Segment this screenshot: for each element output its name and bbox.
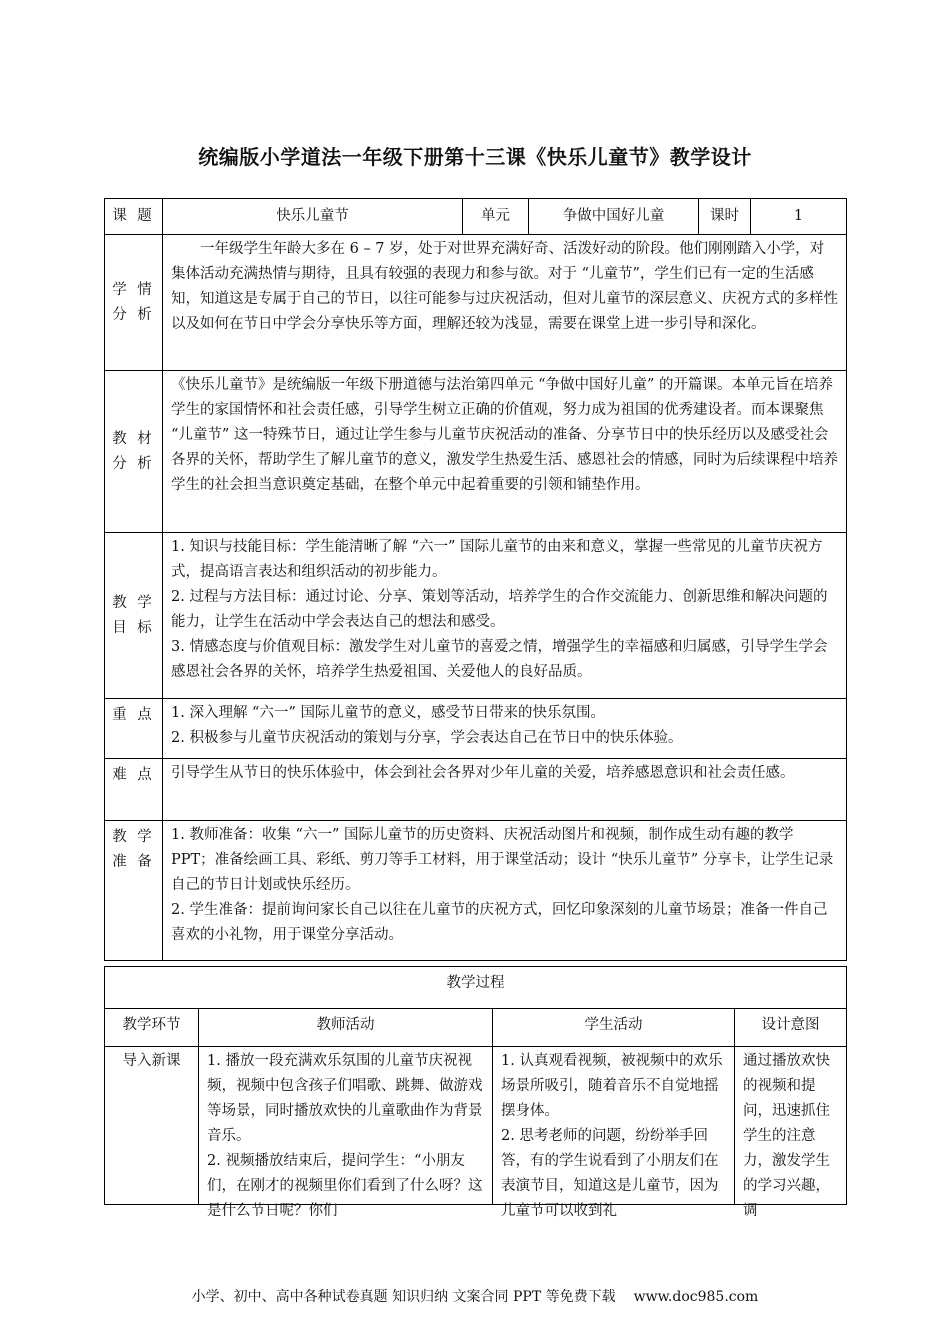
key-points-row [105, 699, 847, 759]
column-header-stage: 教学环节 [105, 1009, 199, 1047]
preparation-label: 教 学 准 备 [105, 821, 163, 961]
design-intent-cell [735, 1047, 847, 1219]
student-analysis-row [105, 235, 847, 371]
footer-text: 小学、初中、高中各种试卷真题 知识归纳 文案合同 PPT 等免费下载 [191, 1289, 616, 1305]
teacher-activity-cell [199, 1047, 493, 1219]
key-points-content [163, 699, 847, 759]
material-analysis-row [105, 371, 847, 533]
preparation-content [163, 821, 847, 961]
table-row [105, 1047, 847, 1205]
unit-label: 单元 [463, 199, 529, 235]
goals-label: 教 学 目 标 [105, 533, 163, 699]
key-point-item: 1. 深入理解 “六一” 国际儿童节的意义，感受节日带来的快乐氛围。 [171, 705, 605, 721]
goals-content [163, 533, 847, 699]
goal-item: 2. 过程与方法目标：通过讨论、分享、策划等活动，培养学生的合作交流能力、创新思维和解决问题的能力，让学生在活动中学会表达自己的想法和感受。 [171, 589, 828, 630]
preparation-item: 2. 学生准备：提前询问家长自己以往在儿童节的庆祝方式，回忆印象深刻的儿童节场景；准备一件自己喜欢的小礼物，用于课堂分享活动。 [171, 902, 828, 943]
period-label: 课时 [699, 199, 751, 235]
goals-row [105, 533, 847, 699]
teaching-process-table [104, 966, 847, 1219]
student-activity-cell [493, 1047, 735, 1219]
difficulties-label: 难 点 [105, 759, 163, 821]
material-analysis-label: 教 材 分 析 [105, 371, 163, 533]
unit-value: 争做中国好儿童 [529, 199, 699, 235]
difficulties-text: 引导学生从节日的快乐体验中，体会到社会各界对少年儿童的关爱，培养感恩意识和社会责任感。 [163, 759, 847, 821]
teacher-activity-item: 2. 视频播放结束后，提问学生：“小朋友们，在刚才的视频里你们看到了什么呀？这是什么节日呢？你们 [207, 1153, 483, 1219]
student-activity-item: 1. 认真观看视频，被视频中的欢乐场景所吸引，随着音乐不自觉地摇摆身体。 [501, 1053, 723, 1119]
student-activity-item: 2. 思考老师的问题，纷纷举手回答，有的学生说看到了小朋友们在表演节目，知道这是儿童节，因为儿童节可以收到礼 [501, 1128, 719, 1219]
difficulties-row [105, 759, 847, 821]
student-analysis-label: 学 情 分 析 [105, 235, 163, 371]
lesson-label: 课 题 [105, 199, 163, 235]
footer-link[interactable]: www.doc985.com [633, 1289, 759, 1305]
process-heading-row [105, 967, 847, 1009]
key-point-item: 2. 积极参与儿童节庆祝活动的策划与分享，学会表达自己在节日中的快乐体验。 [171, 730, 683, 746]
process-heading: 教学过程 [105, 967, 847, 1009]
goal-item: 1. 知识与技能目标：学生能清晰了解 “六一” 国际儿童节的由来和意义，掌握一些常见的儿童节庆祝方式，提高语言表达和组织活动的初步能力。 [171, 539, 823, 580]
key-points-label: 重 点 [105, 699, 163, 759]
header-row [105, 199, 847, 235]
preparation-item: 1. 教师准备：收集 “六一” 国际儿童节的历史资料、庆祝活动图片和视频，制作成生动有趣的教学 PPT；准备绘画工具、彩纸、剪刀等手工材料，用于课堂活动；设计 “快乐儿童节” 分享卡，让学生记录自己的节日计划或快乐经历。 [171, 827, 834, 893]
design-intent-text: 通过播放欢快的视频和提问，迅速抓住学生的注意力，激发学生的学习兴趣，调 [743, 1053, 830, 1219]
goal-item: 3. 情感态度与价值观目标：激发学生对儿童节的喜爱之情，增强学生的幸福感和归属感，引导学生学会感恩社会各界的关怀，培养学生热爱祖国、关爱他人的良好品质。 [171, 639, 828, 680]
page-footer [0, 1286, 950, 1306]
teacher-activity-item: 1. 播放一段充满欢乐氛围的儿童节庆祝视频，视频中包含孩子们唱歌、跳舞、做游戏等场景，同时播放欢快的儿童歌曲作为背景音乐。 [207, 1053, 483, 1144]
student-analysis-text: 一年级学生年龄大多在 6 – 7 岁，处于对世界充满好奇、活泼好动的阶段。他们刚刚踏入小学，对集体活动充满热情与期待，且具有较强的表现力和参与欲。对于 “儿童节”，学生们已有一定的生活感知，知道这是专属于自己的节日，以往可能参与过庆祝活动，但对儿童节的深层意义、庆祝方式的多样性以及如何在节日中学会分享快乐等方面，理解还较为浅显，需要在课堂上进一步引导和深化。 [163, 235, 847, 371]
process-column-header-row [105, 1009, 847, 1047]
document-title: 统编版小学道法一年级下册第十三课《快乐儿童节》教学设计 [198, 145, 752, 169]
column-header-teacher: 教师活动 [199, 1009, 493, 1047]
lesson-value: 快乐儿童节 [163, 199, 463, 235]
column-header-intent: 设计意图 [735, 1009, 847, 1047]
lesson-info-table [104, 198, 847, 961]
column-header-student: 学生活动 [493, 1009, 735, 1047]
period-value: 1 [751, 199, 847, 235]
preparation-row [105, 821, 847, 961]
stage-cell: 导入新课 [105, 1047, 199, 1205]
material-analysis-text: 《快乐儿童节》是统编版一年级下册道德与法治第四单元 “争做中国好儿童” 的开篇课。本单元旨在培养学生的家国情怀和社会责任感，引导学生树立正确的价值观，努力成为祖国的优秀建设者。而本课聚焦 “儿童节” 这一特殊节日，通过让学生参与儿童节庆祝活动的准备、分享节日中的快乐经历以及感受社会各界的关怀，帮助学生了解儿童节的意义，激发学生热爱生活、感恩社会的情感，同时为后续课程中培养学生的社会担当意识奠定基础，在整个单元中起着重要的引领和铺垫作用。 [163, 371, 847, 533]
